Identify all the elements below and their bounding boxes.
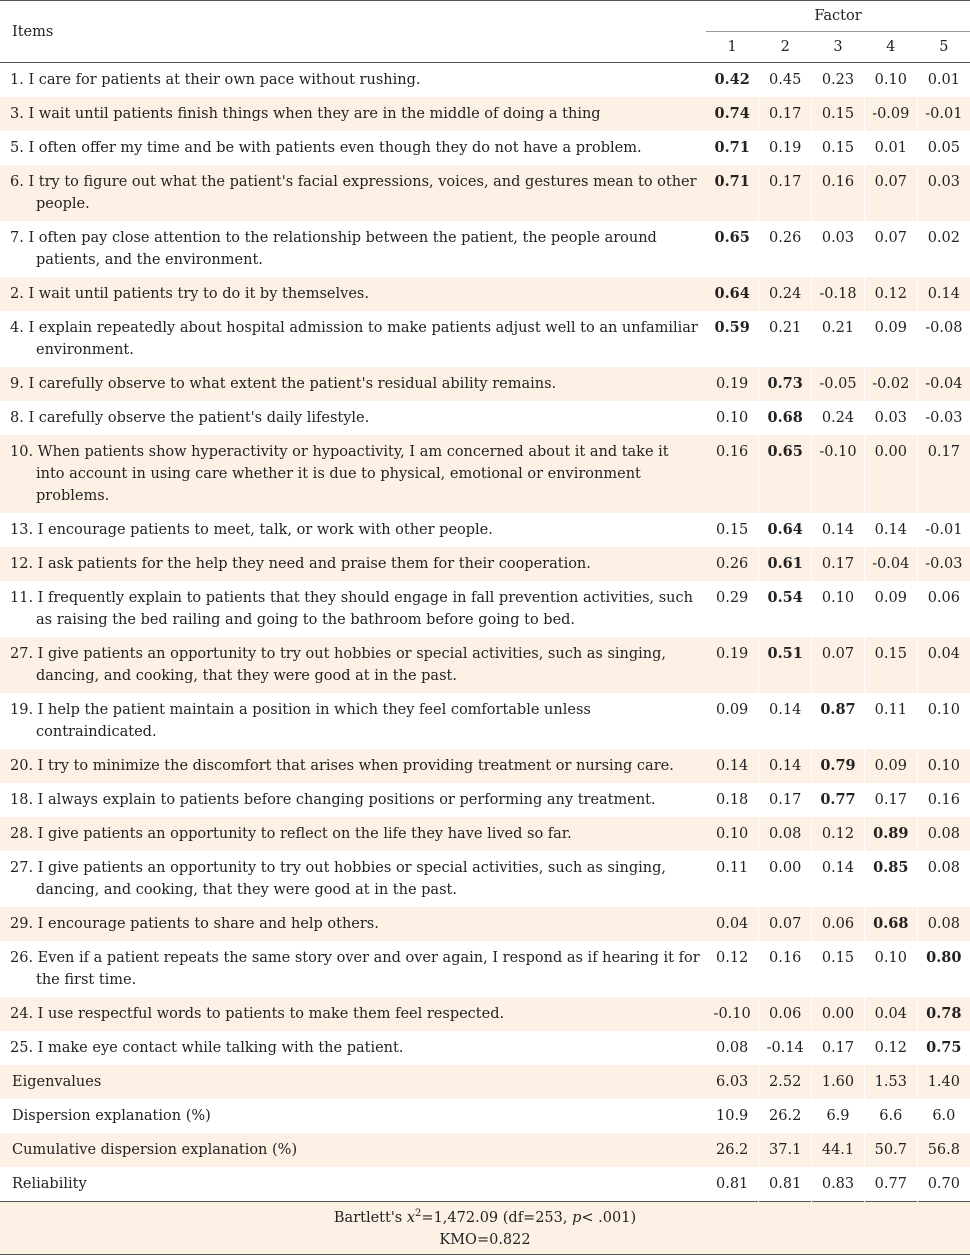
item-text: 12. I ask patients for the help they need and praise them for their cooperation. xyxy=(0,547,706,581)
factor-4-loading: 0.12 xyxy=(864,1031,917,1065)
factor-3-loading: 0.24 xyxy=(812,401,865,435)
factor-5-loading: 0.04 xyxy=(917,637,970,693)
factor-5-loading: 0.08 xyxy=(917,907,970,941)
factor-2-loading: 0.17 xyxy=(759,165,812,221)
summary-value-5: 56.8 xyxy=(917,1133,970,1167)
factor-2-loading: 0.26 xyxy=(759,221,812,277)
summary-value-1: 26.2 xyxy=(706,1133,759,1167)
factor-2-loading: 0.61 xyxy=(759,547,812,581)
summary-value-4: 0.77 xyxy=(864,1167,917,1201)
factor-5-loading: 0.03 xyxy=(917,165,970,221)
item-text: 5. I often offer my time and be with patients even though they do not have a problem. xyxy=(10,140,642,156)
items-column-header: Items xyxy=(0,1,706,63)
item-text: 13. I encourage patients to meet, talk, or work with other people. xyxy=(10,522,493,538)
summary-value-1: 6.03 xyxy=(706,1065,759,1099)
factor-3-loading: 0.06 xyxy=(812,907,865,941)
summary-value-4: 1.53 xyxy=(864,1065,917,1099)
factor-2-loading: -0.14 xyxy=(759,1031,812,1065)
table-row xyxy=(0,851,970,907)
summary-label: Dispersion explanation (%) xyxy=(12,1108,211,1124)
item-text: 7. I often pay close attention to the relationship between the patient, the people around patients, and the environment. xyxy=(10,230,657,268)
factor-3-loading: 0.15 xyxy=(812,131,865,165)
factor-3-loading: 0.14 xyxy=(812,513,865,547)
factor-3-loading: 0.21 xyxy=(812,311,865,367)
factor-2-loading: 0.65 xyxy=(759,435,812,513)
factor-4-loading: 0.12 xyxy=(864,277,917,311)
factor-3-loading: 0.87 xyxy=(812,693,865,749)
table-row xyxy=(0,63,970,98)
table-row xyxy=(0,367,970,401)
factor-1-loading: 0.10 xyxy=(706,817,759,851)
factor-3-loading: 0.00 xyxy=(812,997,865,1031)
table-row xyxy=(0,131,970,165)
factor-3-loading: 0.03 xyxy=(812,221,865,277)
item-text: 29. I encourage patients to share and help others. xyxy=(0,907,706,941)
factor-5-loading: 0.08 xyxy=(917,851,970,907)
factor-1-loading: 0.29 xyxy=(716,590,749,606)
factor-3-loading: 0.16 xyxy=(812,165,865,221)
factor-4-loading: 0.09 xyxy=(864,311,917,367)
factor-1-loading: 0.16 xyxy=(706,435,759,513)
factor-1-loading: 0.10 xyxy=(716,410,749,426)
table-row xyxy=(0,221,970,277)
summary-value-5: 0.70 xyxy=(917,1167,970,1201)
factor-5-loading: -0.01 xyxy=(917,97,970,131)
item-text: 26. Even if a patient repeats the same story over and over again, I respond as if hearing it for the first time. xyxy=(10,950,700,988)
factor-3-header: 3 xyxy=(812,32,865,63)
factor-5-loading: 0.10 xyxy=(917,749,970,783)
summary-row xyxy=(0,1099,970,1133)
factor-4-loading: 0.03 xyxy=(864,401,917,435)
summary-value-5: 6.0 xyxy=(917,1099,970,1133)
factor-1-loading: 0.64 xyxy=(706,277,759,311)
factor-2-loading: 0.68 xyxy=(759,401,812,435)
factor-3-loading: 0.07 xyxy=(812,637,865,693)
summary-value-3: 1.60 xyxy=(812,1065,865,1099)
table-row xyxy=(0,693,970,749)
factor-4-loading: 0.04 xyxy=(864,997,917,1031)
factor-2-loading: 0.07 xyxy=(759,907,812,941)
factor-1-loading: 0.09 xyxy=(716,702,749,718)
summary-row xyxy=(0,1133,970,1167)
factor-2-loading: 0.64 xyxy=(759,513,812,547)
factor-1-loading: 0.59 xyxy=(714,319,750,336)
factor-1-loading: 0.42 xyxy=(714,71,750,88)
factor-5-loading: 0.17 xyxy=(917,435,970,513)
factor-2-loading: 0.14 xyxy=(759,693,812,749)
factor-1-loading: 0.65 xyxy=(714,229,750,246)
factor-5-loading: 0.75 xyxy=(917,1031,970,1065)
factor-5-loading: 0.16 xyxy=(917,783,970,817)
summary-value-3: 0.83 xyxy=(812,1167,865,1201)
item-rows xyxy=(0,63,970,1066)
factor-4-loading: 0.10 xyxy=(864,63,917,98)
factor-5-loading: -0.04 xyxy=(917,367,970,401)
table-row xyxy=(0,401,970,435)
table-row xyxy=(0,311,970,367)
table-row xyxy=(0,581,970,637)
factor-1-loading: 0.19 xyxy=(706,637,759,693)
factor-3-loading: 0.15 xyxy=(812,97,865,131)
factor-5-loading: 0.06 xyxy=(917,581,970,637)
table-row xyxy=(0,547,970,581)
factor-3-loading: 0.14 xyxy=(812,851,865,907)
factor-4-loading: 0.11 xyxy=(864,693,917,749)
factor-1-loading: 0.14 xyxy=(706,749,759,783)
factor-4-header: 4 xyxy=(864,32,917,63)
factor-4-loading: 0.01 xyxy=(864,131,917,165)
factor-4-loading: 0.07 xyxy=(864,221,917,277)
factor-1-loading: -0.10 xyxy=(706,997,759,1031)
summary-value-2: 26.2 xyxy=(759,1099,812,1133)
factor-2-loading: 0.21 xyxy=(759,311,812,367)
item-text: 9. I carefully observe to what extent the patient's residual ability remains. xyxy=(0,367,706,401)
table-row xyxy=(0,435,970,513)
summary-value-5: 1.40 xyxy=(917,1065,970,1099)
factor-1-loading: 0.12 xyxy=(716,950,749,966)
factor-4-loading: 0.89 xyxy=(864,817,917,851)
factor-5-loading: -0.08 xyxy=(917,311,970,367)
factor-1-header: 1 xyxy=(706,32,759,63)
summary-value-4: 50.7 xyxy=(864,1133,917,1167)
table-row xyxy=(0,997,970,1031)
test-statistics-footer xyxy=(0,1201,970,1254)
factor-4-loading: 0.15 xyxy=(864,637,917,693)
factor-2-loading: 0.00 xyxy=(759,851,812,907)
summary-value-2: 37.1 xyxy=(759,1133,812,1167)
factor-3-loading: 0.77 xyxy=(812,783,865,817)
factor-2-loading: 0.14 xyxy=(759,749,812,783)
item-text: 25. I make eye contact while talking with the patient. xyxy=(10,1040,404,1056)
factor-group-header: Factor xyxy=(814,8,862,24)
summary-value-1: 10.9 xyxy=(716,1108,749,1124)
table-row xyxy=(0,277,970,311)
factor-3-loading: -0.10 xyxy=(812,435,865,513)
table-row xyxy=(0,941,970,997)
table-row xyxy=(0,907,970,941)
factor-4-loading: 0.07 xyxy=(864,165,917,221)
factor-5-loading: -0.03 xyxy=(917,401,970,435)
factor-2-loading: 0.51 xyxy=(759,637,812,693)
item-text: 2. I wait until patients try to do it by themselves. xyxy=(0,277,706,311)
item-text: 10. When patients show hyperactivity or hypoactivity, I am concerned about it and take it into account in using care whether it is due to physical, emotional or environment problems. xyxy=(0,435,706,513)
factor-1-loading: 0.71 xyxy=(714,139,750,156)
factor-1-loading: 0.19 xyxy=(706,367,759,401)
item-text: 18. I always explain to patients before changing positions or performing any treatment. xyxy=(10,792,656,808)
table-row xyxy=(0,783,970,817)
summary-rows xyxy=(0,1065,970,1201)
factor-2-loading: 0.73 xyxy=(759,367,812,401)
summary-row xyxy=(0,1167,970,1201)
factor-5-loading: 0.05 xyxy=(917,131,970,165)
factor-3-loading: 0.17 xyxy=(812,547,865,581)
item-text: 27. I give patients an opportunity to try out hobbies or special activities, such as singing, dancing, and cooking, that they were good at in the past. xyxy=(10,860,667,898)
item-text: 3. I wait until patients finish things when they are in the middle of doing a thing xyxy=(0,97,706,131)
factor-3-loading: 0.23 xyxy=(812,63,865,98)
summary-label: Cumulative dispersion explanation (%) xyxy=(0,1133,706,1167)
factor-4-loading: 0.00 xyxy=(864,435,917,513)
factor-4-loading: -0.09 xyxy=(864,97,917,131)
item-text: 28. I give patients an opportunity to reflect on the life they have lived so far. xyxy=(0,817,706,851)
factor-5-loading: 0.10 xyxy=(917,693,970,749)
table-row xyxy=(0,817,970,851)
factor-1-loading: 0.11 xyxy=(716,860,749,876)
summary-value-4: 6.6 xyxy=(864,1099,917,1133)
table-row xyxy=(0,513,970,547)
factor-2-loading: 0.06 xyxy=(759,997,812,1031)
bartlett-test: Bartlett's $x^2=1,472.09$ (df=253, p< .001) xyxy=(333,1207,637,1226)
factor-3-loading: -0.05 xyxy=(812,367,865,401)
factor-3-loading: 0.15 xyxy=(812,941,865,997)
factor-2-header: 2 xyxy=(759,32,812,63)
factor-4-loading: 0.09 xyxy=(864,581,917,637)
factor-4-loading: 0.14 xyxy=(864,513,917,547)
factor-3-loading: 0.12 xyxy=(812,817,865,851)
table-row xyxy=(0,165,970,221)
factor-2-loading: 0.17 xyxy=(759,97,812,131)
factor-4-loading: 0.09 xyxy=(864,749,917,783)
table-row xyxy=(0,637,970,693)
factor-4-loading: 0.85 xyxy=(864,851,917,907)
item-text: 6. I try to figure out what the patient's facial expressions, voices, and gestures mean to other people. xyxy=(0,165,706,221)
item-text: 8. I carefully observe the patient's daily lifestyle. xyxy=(10,410,370,426)
factor-4-loading: -0.04 xyxy=(864,547,917,581)
factor-1-loading: 0.18 xyxy=(716,792,749,808)
factor-1-loading: 0.26 xyxy=(706,547,759,581)
summary-value-3: 6.9 xyxy=(812,1099,865,1133)
item-text: 20. I try to minimize the discomfort that arises when providing treatment or nursing care. xyxy=(0,749,706,783)
factor-3-loading: 0.17 xyxy=(812,1031,865,1065)
factor-1-loading: 0.74 xyxy=(706,97,759,131)
factor-5-loading: 0.80 xyxy=(917,941,970,997)
item-text: 19. I help the patient maintain a position in which they feel comfortable unless contraindicated. xyxy=(10,702,591,740)
factor-2-loading: 0.24 xyxy=(759,277,812,311)
factor-2-loading: 0.45 xyxy=(759,63,812,98)
item-text: 1. I care for patients at their own pace without rushing. xyxy=(10,72,421,88)
kmo-value: KMO=0.822 xyxy=(439,1231,531,1248)
factor-3-loading: 0.10 xyxy=(812,581,865,637)
factor-5-loading: 0.78 xyxy=(917,997,970,1031)
summary-value-2: 2.52 xyxy=(759,1065,812,1099)
item-text: 4. I explain repeatedly about hospital admission to make patients adjust well to an unfamiliar environment. xyxy=(10,320,698,358)
factor-5-header: 5 xyxy=(917,32,970,63)
summary-label: Reliability xyxy=(12,1176,87,1192)
factor-2-loading: 0.17 xyxy=(759,783,812,817)
summary-row xyxy=(0,1065,970,1099)
factor-1-loading: 0.08 xyxy=(716,1040,749,1056)
factor-2-loading: 0.54 xyxy=(759,581,812,637)
factor-2-loading: 0.08 xyxy=(759,817,812,851)
table-row xyxy=(0,749,970,783)
summary-value-3: 44.1 xyxy=(812,1133,865,1167)
factor-2-loading: 0.16 xyxy=(759,941,812,997)
factor-5-loading: 0.14 xyxy=(917,277,970,311)
factor-3-loading: 0.79 xyxy=(812,749,865,783)
item-text: 27. I give patients an opportunity to try out hobbies or special activities, such as singing, dancing, and cooking, that they were good at in the past. xyxy=(0,637,706,693)
factor-2-loading: 0.19 xyxy=(759,131,812,165)
factor-4-loading: -0.02 xyxy=(864,367,917,401)
table-header xyxy=(0,1,970,63)
factor-5-loading: -0.01 xyxy=(917,513,970,547)
item-text: 24. I use respectful words to patients to make them feel respected. xyxy=(0,997,706,1031)
factor-5-loading: 0.08 xyxy=(917,817,970,851)
table-row xyxy=(0,97,970,131)
factor-1-loading: 0.04 xyxy=(706,907,759,941)
summary-value-1: 0.81 xyxy=(716,1176,749,1192)
factor-5-loading: 0.01 xyxy=(917,63,970,98)
factor-4-loading: 0.10 xyxy=(864,941,917,997)
factor-4-loading: 0.68 xyxy=(864,907,917,941)
item-text: 11. I frequently explain to patients that they should engage in fall prevention activities, such as raising the bed railing and going to the bathroom before going to bed. xyxy=(10,590,693,628)
table-row xyxy=(0,1031,970,1065)
factor-5-loading: -0.03 xyxy=(917,547,970,581)
factor-3-loading: -0.18 xyxy=(812,277,865,311)
factor-1-loading: 0.15 xyxy=(716,522,749,538)
summary-label: Eigenvalues xyxy=(0,1065,706,1099)
factor-5-loading: 0.02 xyxy=(917,221,970,277)
summary-value-2: 0.81 xyxy=(759,1167,812,1201)
factor-1-loading: 0.71 xyxy=(706,165,759,221)
factor-4-loading: 0.17 xyxy=(864,783,917,817)
